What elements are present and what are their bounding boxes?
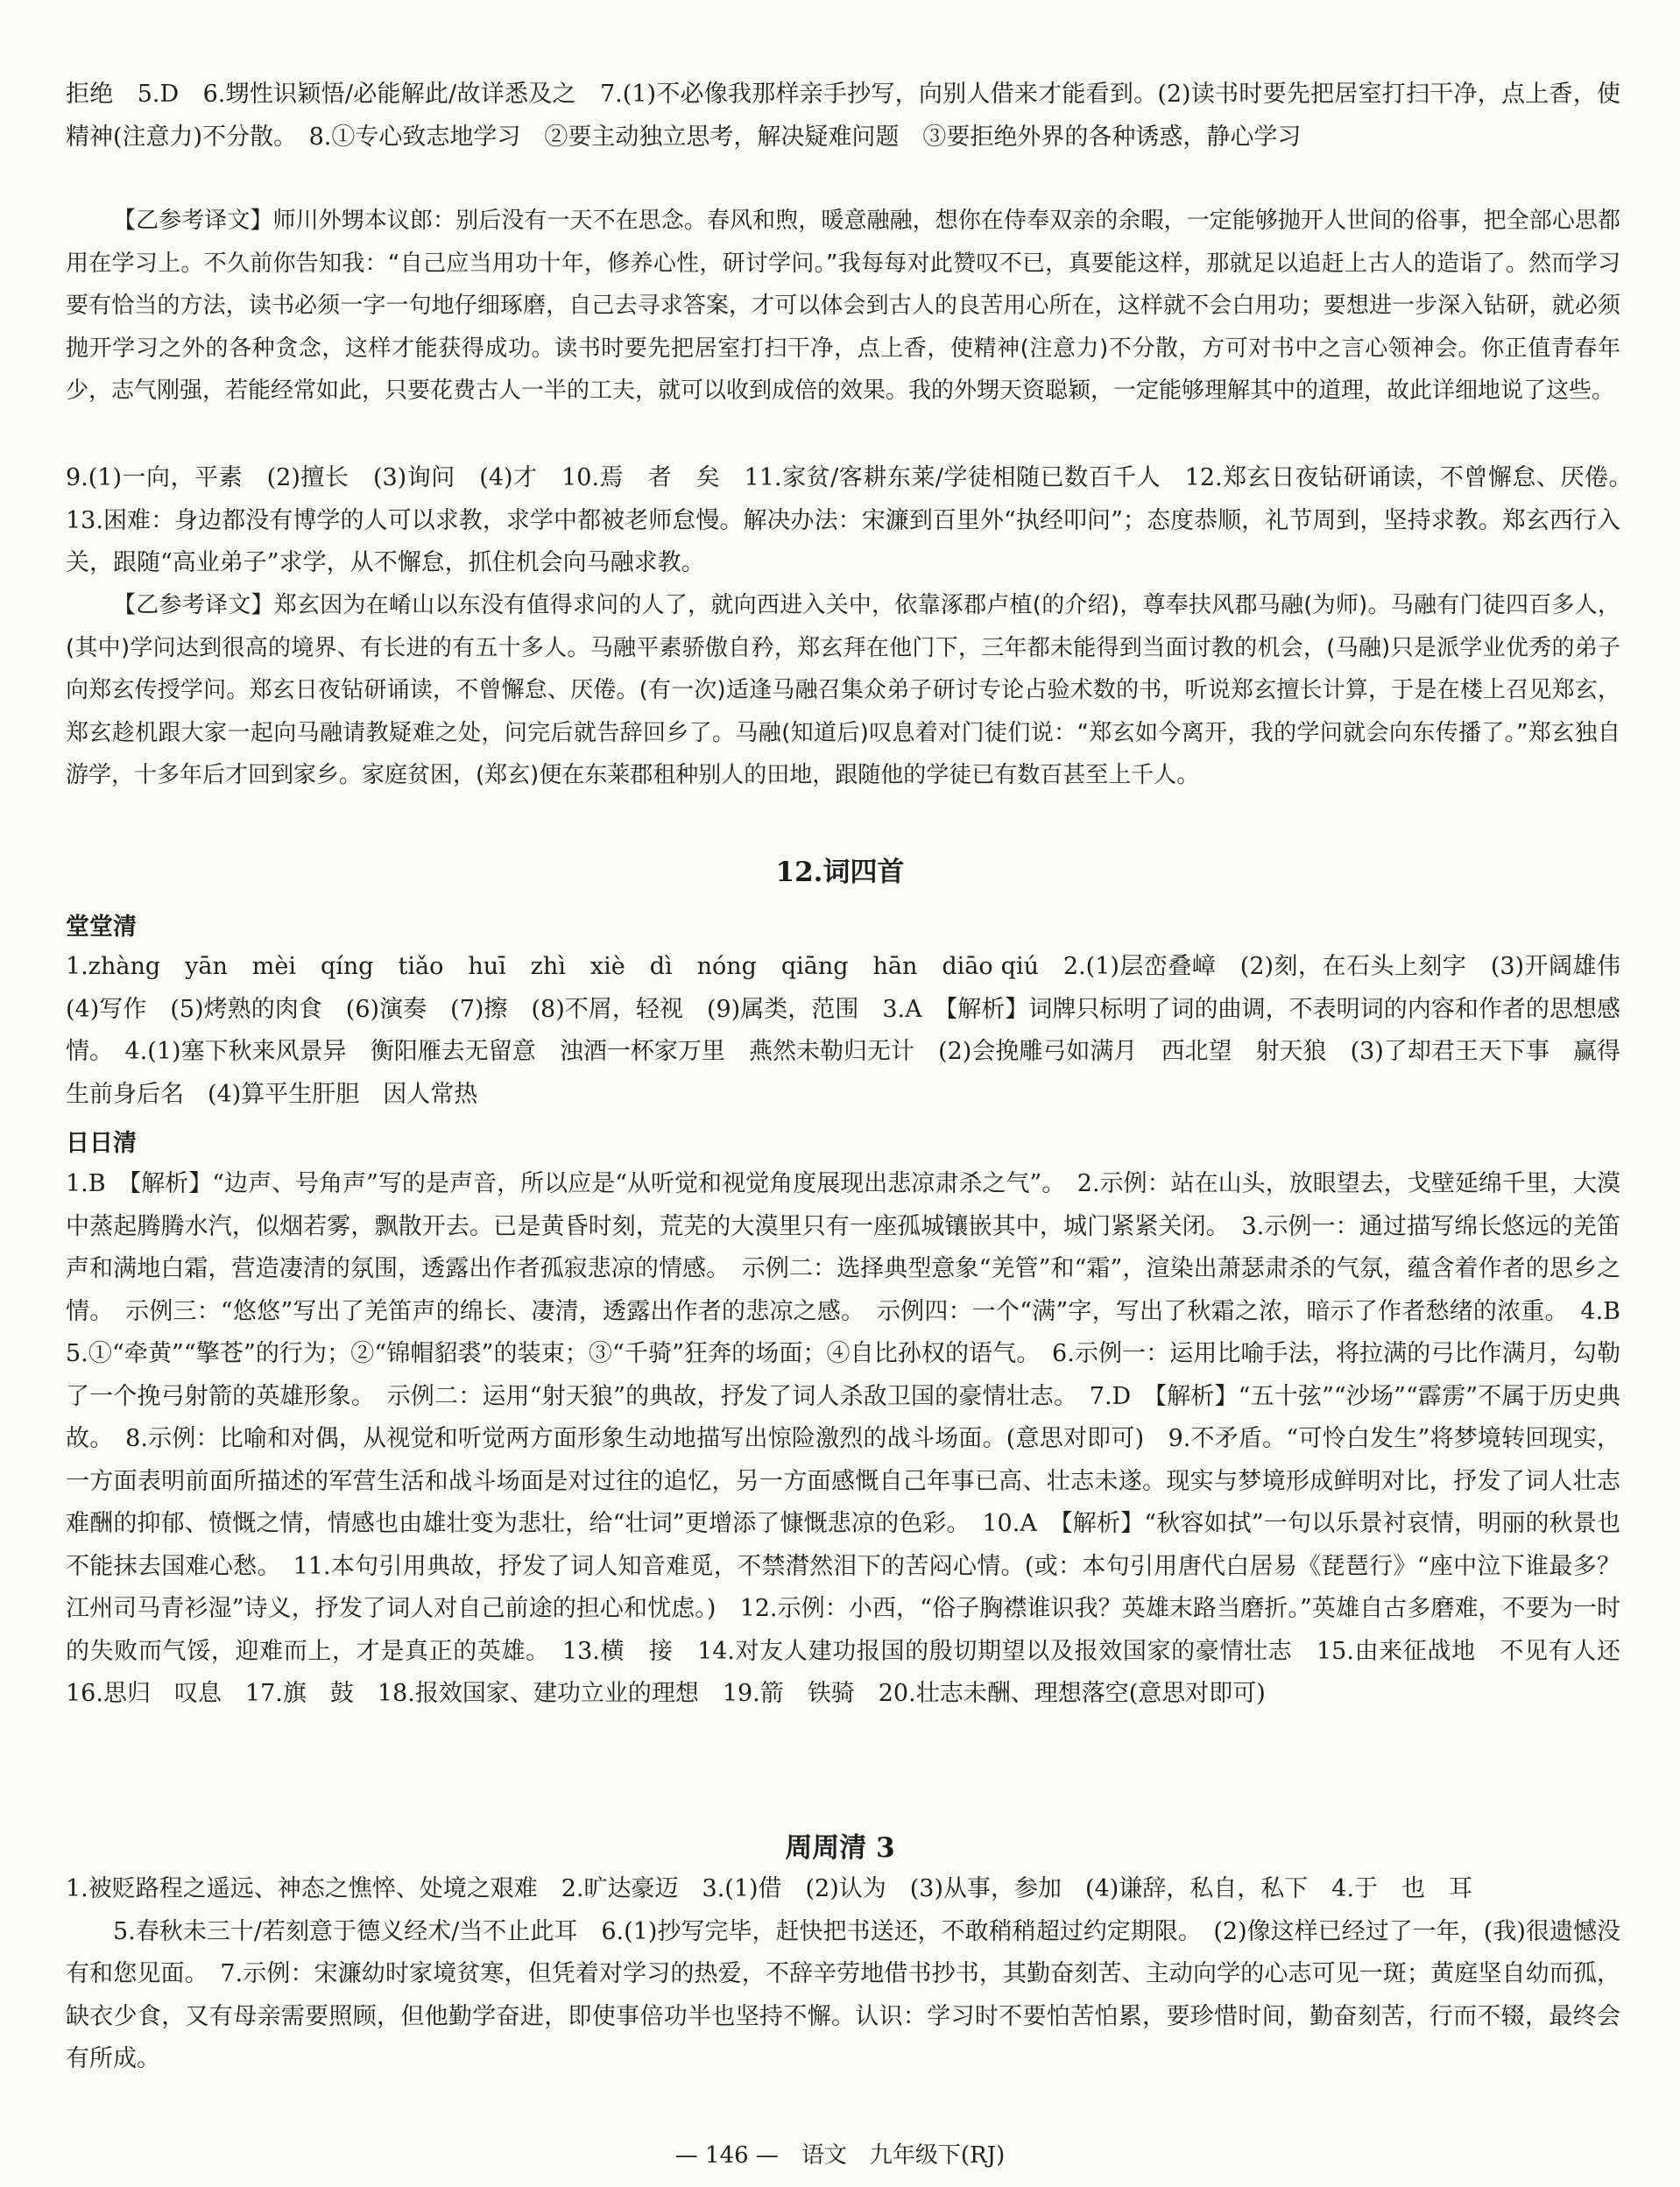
section-heading-tangtangqing: 堂堂清 (66, 914, 137, 941)
answers-9-13 (66, 457, 1644, 585)
section-tangtangqing (66, 946, 1644, 1116)
weekly-line-2: 5.春秋未三十/若刻意于德义经术/当不止此耳 6.(1)抄写完毕，赶快把书送还，不敢稍稍超过约定期限。 (2)像这样已经过了一年，(我)很遗憾没有和您见面。 7.示例：宋濂幼时家境贫寒，但凭着对学习的热爱，不辞辛劳地借书抄书，其勤奋刻苦、主动向学的心志可见一斑；黄庭坚自幼而孤，缺衣少食，又有母亲需要照顾，但他勤学奋进，即使事倍功半也坚持不懈。认识：学习时不要怕苦怕累，要珍惜时间，勤奋刻苦，行而不辍，最终会有所成。 (66, 1917, 1620, 2072)
answers-1-8-text: 拒绝 5.D 6.甥性识颖悟/必能解此/故详悉及之 7.(1)不必像我那样亲手抄写，向别人借来才能看到。(2)读书时要先把居室打扫干净，点上香，使精神(注意力)不分散。 8.①专心致志地学习 ②要主动独立思考，解决疑难问题 ③要拒绝外界的各种诱惑，静心学习 (66, 81, 1620, 151)
translation-text-2: 【乙参考译文】郑玄因为在崤山以东没有值得求问的人了，就向西进入关中，依靠涿郡卢植(的介绍)，尊奉扶风郡马融(为师)。马融有门徒四百多人，(其中)学问达到很高的境界、有长进的有五十多人。马融平素骄傲自矜，郑玄拜在他门下，三年都未能得到当面讨教的机会，(马融)只是派学业优秀的弟子向郑玄传授学问。郑玄日夜钻研诵读，不曾懈怠、厌倦。(有一次)适逢马融召集众弟子研讨专论占验术数的书，听说郑玄擅长计算，于是在楼上召见郑玄，郑玄趁机跟大家一起向马融请教疑难之处，问完后就告辞回乡了。马融(知道后)叹息着对门徒们说：“郑玄如今离开，我的学问就会向东传播了。”郑玄独自游学，十多年后才回到家乡。家庭贫困，(郑玄)便在东莱郡租种别人的田地，跟随他的学徒已有数百甚至上千人。 (66, 592, 1620, 788)
section-ririqing-text: 1.B 【解析】“边声、号角声”写的是声音，所以应是“从听觉和视觉角度展现出悲凉肃杀之气”。 2.示例：站在山头，放眼望去，戈壁延绵千里，大漠中蒸起腾腾水汽，似烟若雾，飘散开去。已是黄昏时刻，荒芜的大漠里只有一座孤城镶嵌其中，城门紧紧关闭。 3.示例一：通过描写绵长悠远的羌笛声和满地白霜，营造凄清的氛围，透露出作者孤寂悲凉的情感。 示例二：选择典型意象“羌管”和“霜”，渲染出萧瑟肃杀的气氛，蕴含着作者的思乡之情。 示例三：“悠悠”写出了羌笛声的绵长、凄清，透露出作者的悲凉之感。 示例四：一个“满”字，写出了秋霜之浓，暗示了作者愁绪的浓重。 4.B 5.①“牵黄”“擎苍”的行为；②“锦帽貂裘”的装束；③“千骑”狂奔的场面；④自比孙权的语气。 6.示例一：运用比喻手法，将拉满的弓比作满月，勾勒了一个挽弓射箭的英雄形象。 示例二：运用“射天狼”的典故，抒发了词人杀敌卫国的豪情壮志。 7.D 【解析】“五十弦”“沙场”“霹雳”不属于历史典故。 8.示例：比喻和对偶，从视觉和听觉两方面形象生动地描写出惊险激烈的战斗场面。(意思对即可) 9.不矛盾。“可怜白发生”将梦境转回现实，一方面表明前面所描述的军营生活和战斗场面是对过往的追忆，另一方面感慨自己年事已高、壮志未遂。现实与梦境形成鲜明对比，抒发了词人壮志难酬的抑郁、愤慨之情，情感也由雄壮变为悲壮，给“壮词”更增添了慷慨悲凉的色彩。 10.A 【解析】“秋容如拭”一句以乐景衬哀情，明丽的秋景也不能抹去国难心愁。 11.本句引用典故，抒发了词人知音难觅，不禁潸然泪下的苦闷心情。(或：本句引用唐代白居易《琵琶行》“座中泣下谁最多？江州司马青衫湿”诗义，抒发了词人对自己前途的担心和忧虑。) 12.示例：小西，“俗子胸襟谁识我？英雄末路当磨折。”英雄自古多磨难，不要为一时的失败而气馁，迎难而上，才是真正的英雄。 13.横 接 14.对友人建功报国的殷切期望以及报效国家的豪情壮志 15.由来征战地 不见有人还 16.思归 叹息 17.旗 鼓 18.报效国家、建功立业的理想 19.箭 铁骑 20.壮志未酬、理想落空(意思对即可) (66, 1170, 1644, 1707)
section-ririqing (66, 1163, 1644, 1716)
page-footer: — 146 — 语文 九年级下(RJ) (674, 2142, 1006, 2169)
chapter-title: 12.词四首 (775, 857, 905, 888)
answers-9-13-text: 9.(1)一向，平素 (2)擅长 (3)询问 (4)才 10.焉 者 矣 11.家贫/客耕东莱/学徒相随已数百千人 12.郑玄日夜钻研诵读，不曾懈怠、厌倦。 13.困难：身边都没有博学的人可以求教，求学中都被老师怠慢。解决办法：宋濂到百里外“执经叩问”；态度恭顺，礼节周到，坚持求教。郑玄西行入关，跟随“高业弟子”求学，从不懈怠，抓住机会向马融求教。 (66, 464, 1644, 576)
section-heading-ririqing: 日日清 (66, 1130, 137, 1157)
translation-block-1 (66, 200, 1620, 413)
weekly-title: 周周清 3 (785, 1832, 895, 1864)
translation-block-2 (66, 584, 1620, 797)
translation-text-1: 【乙参考译文】师川外甥本议郎：别后没有一天不在思念。春风和煦，暖意融融，想你在侍奉双亲的余暇，一定能够抛开人世间的俗事，把全部心思都用在学习上。不久前你告知我：“自己应当用功十年，修养心性，研讨学问。”我每每对此赞叹不已，真要能这样，那就足以追赶上古人的造诣了。然而学习要有恰当的方法，读书必须一字一句地仔细琢磨，自己去寻求答案，才可以体会到古人的良苦用心所在，这样就不会白用功；要想进一步深入钻研，就必须抛开学习之外的各种贪念，这样才能获得成功。读书时要先把居室打扫干净，点上香，使精神(注意力)不分散，方可对书中之言心领神会。你正值青春年少，志气刚强，若能经常如此，只要花费古人一半的工夫，就可以收到成倍的效果。我的外甥天资聪颖，一定能够理解其中的道理，故此详细地说了这些。 (66, 208, 1620, 404)
section-tangtangqing-text: 1.zhàng yān mèi qíng tiǎo huī zhì xiè dì nóng qiāng hān diāo qiú 2.(1)层峦叠嶂 (2)刻，在石头上刻字 (3)开阔雄伟 (4)写作 (5)烤熟的肉食 (6)演奏 (7)擦 (8)不屑，轻视 (9)属类，范围 3.A 【解析】词牌只标明了词的曲调，不表明词的内容和作者的思想感情。 4.(1)塞下秋来风景异 衡阳雁去无留意 浊酒一杯家万里 燕然未勒归无计 (2)会挽雕弓如满月 西北望 射天狼 (3)了却君王天下事 赢得生前身后名 (4)算平生肝胆 因人常热 (66, 953, 1644, 1108)
weekly-answers (66, 1868, 1620, 2081)
weekly-line-1: 1.被贬路程之遥远、神态之憔悴、处境之艰难 2.旷达豪迈 3.(1)借 (2)认为 (3)从事，参加 (4)谦辞，私自，私下 4.于 也 耳 (66, 1875, 1473, 1902)
answers-1-8 (66, 74, 1620, 159)
